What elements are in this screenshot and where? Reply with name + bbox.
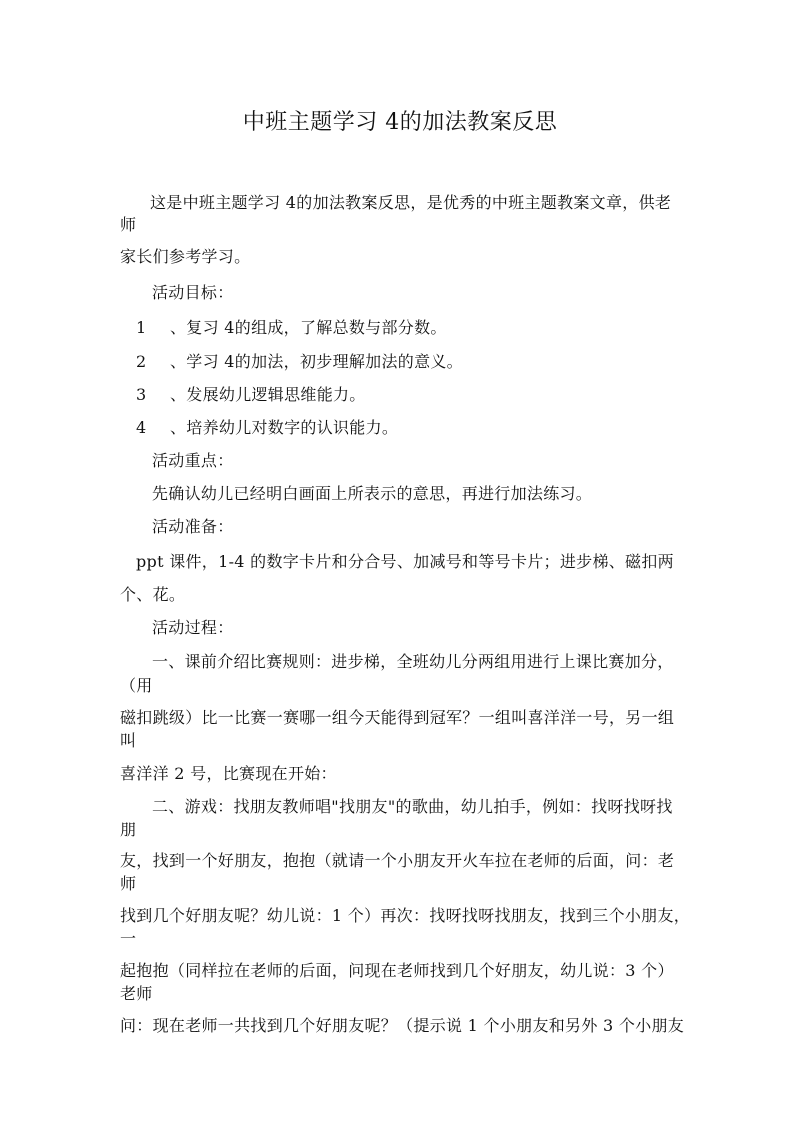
process-line: 老师 xyxy=(120,984,153,1003)
focus-text: 先确认幼儿已经明白画面上所表示的意思，再进行加法练习。 xyxy=(152,484,593,503)
section-heading-preparation: 活动准备： xyxy=(152,517,234,536)
goal-text: 、发展幼儿逻辑思维能力。 xyxy=(170,385,366,404)
goal-item xyxy=(0,385,800,405)
section-heading-goals: 活动目标： xyxy=(152,283,234,302)
process-line: （用 xyxy=(120,676,153,695)
process-line: 找到几个好朋友呢？幼儿说：1 个）再次：找呀找呀找朋友，找到三个小朋友， xyxy=(120,906,691,925)
process-line: 二、游戏：找朋友教师唱"找朋友"的歌曲，幼儿拍手，例如：找呀找呀找 xyxy=(152,797,673,816)
process-line: 问：现在老师一共找到几个好朋友呢？（提示说 1 个小朋友和另外 3 个小朋友 xyxy=(120,1016,685,1035)
goal-item xyxy=(0,318,800,338)
document-title: 中班主题学习 4的加法教案反思 xyxy=(242,110,558,135)
goal-number: 3 xyxy=(136,385,147,404)
preparation-line: ppt 课件，1-4 的数字卡片和分合号、加减号和等号卡片；进步梯、磁扣两 xyxy=(136,552,674,571)
section-heading-process: 活动过程： xyxy=(152,618,234,637)
goal-text: 、复习 4的组成，了解总数与部分数。 xyxy=(170,318,447,337)
goal-text: 、学习 4的加法，初步理解加法的意义。 xyxy=(170,352,463,371)
goal-text: 、培养幼儿对数字的认识能力。 xyxy=(170,418,399,437)
goal-item xyxy=(0,352,800,372)
process-line: 一、课前介绍比赛规则：进步梯，全班幼儿分两组用进行上课比赛加分， xyxy=(152,652,674,671)
goal-number: 1 xyxy=(136,318,147,337)
process-line: 朋 xyxy=(120,820,137,839)
intro-paragraph-line: 这是中班主题学习 4的加法教案反思，是优秀的中班主题教案文章，供老 xyxy=(150,193,672,212)
process-line: 起抱抱（同样拉在老师的后面，问现在老师找到几个好朋友，幼儿说：3 个） xyxy=(120,961,674,980)
goal-item xyxy=(0,418,800,438)
process-line: 友，找到一个好朋友，抱抱（就请一个小朋友开火车拉在老师的后面，问：老 xyxy=(120,851,675,870)
process-line: 叫 xyxy=(120,731,137,750)
intro-paragraph-line: 师 xyxy=(120,215,137,234)
process-line: 师 xyxy=(120,874,137,893)
process-line: 喜洋洋 2 号，比赛现在开始： xyxy=(120,764,337,783)
process-line: 磁扣跳级）比一比赛一赛哪一组今天能得到冠军？一组叫喜洋洋一号，另一组 xyxy=(120,708,675,727)
preparation-line: 个、花。 xyxy=(120,585,186,604)
goal-number: 4 xyxy=(136,418,147,437)
goal-number: 2 xyxy=(136,352,147,371)
process-line: 一 xyxy=(120,929,137,948)
intro-paragraph-line: 家长们参考学习。 xyxy=(120,247,251,266)
section-heading-focus: 活动重点： xyxy=(152,451,234,470)
